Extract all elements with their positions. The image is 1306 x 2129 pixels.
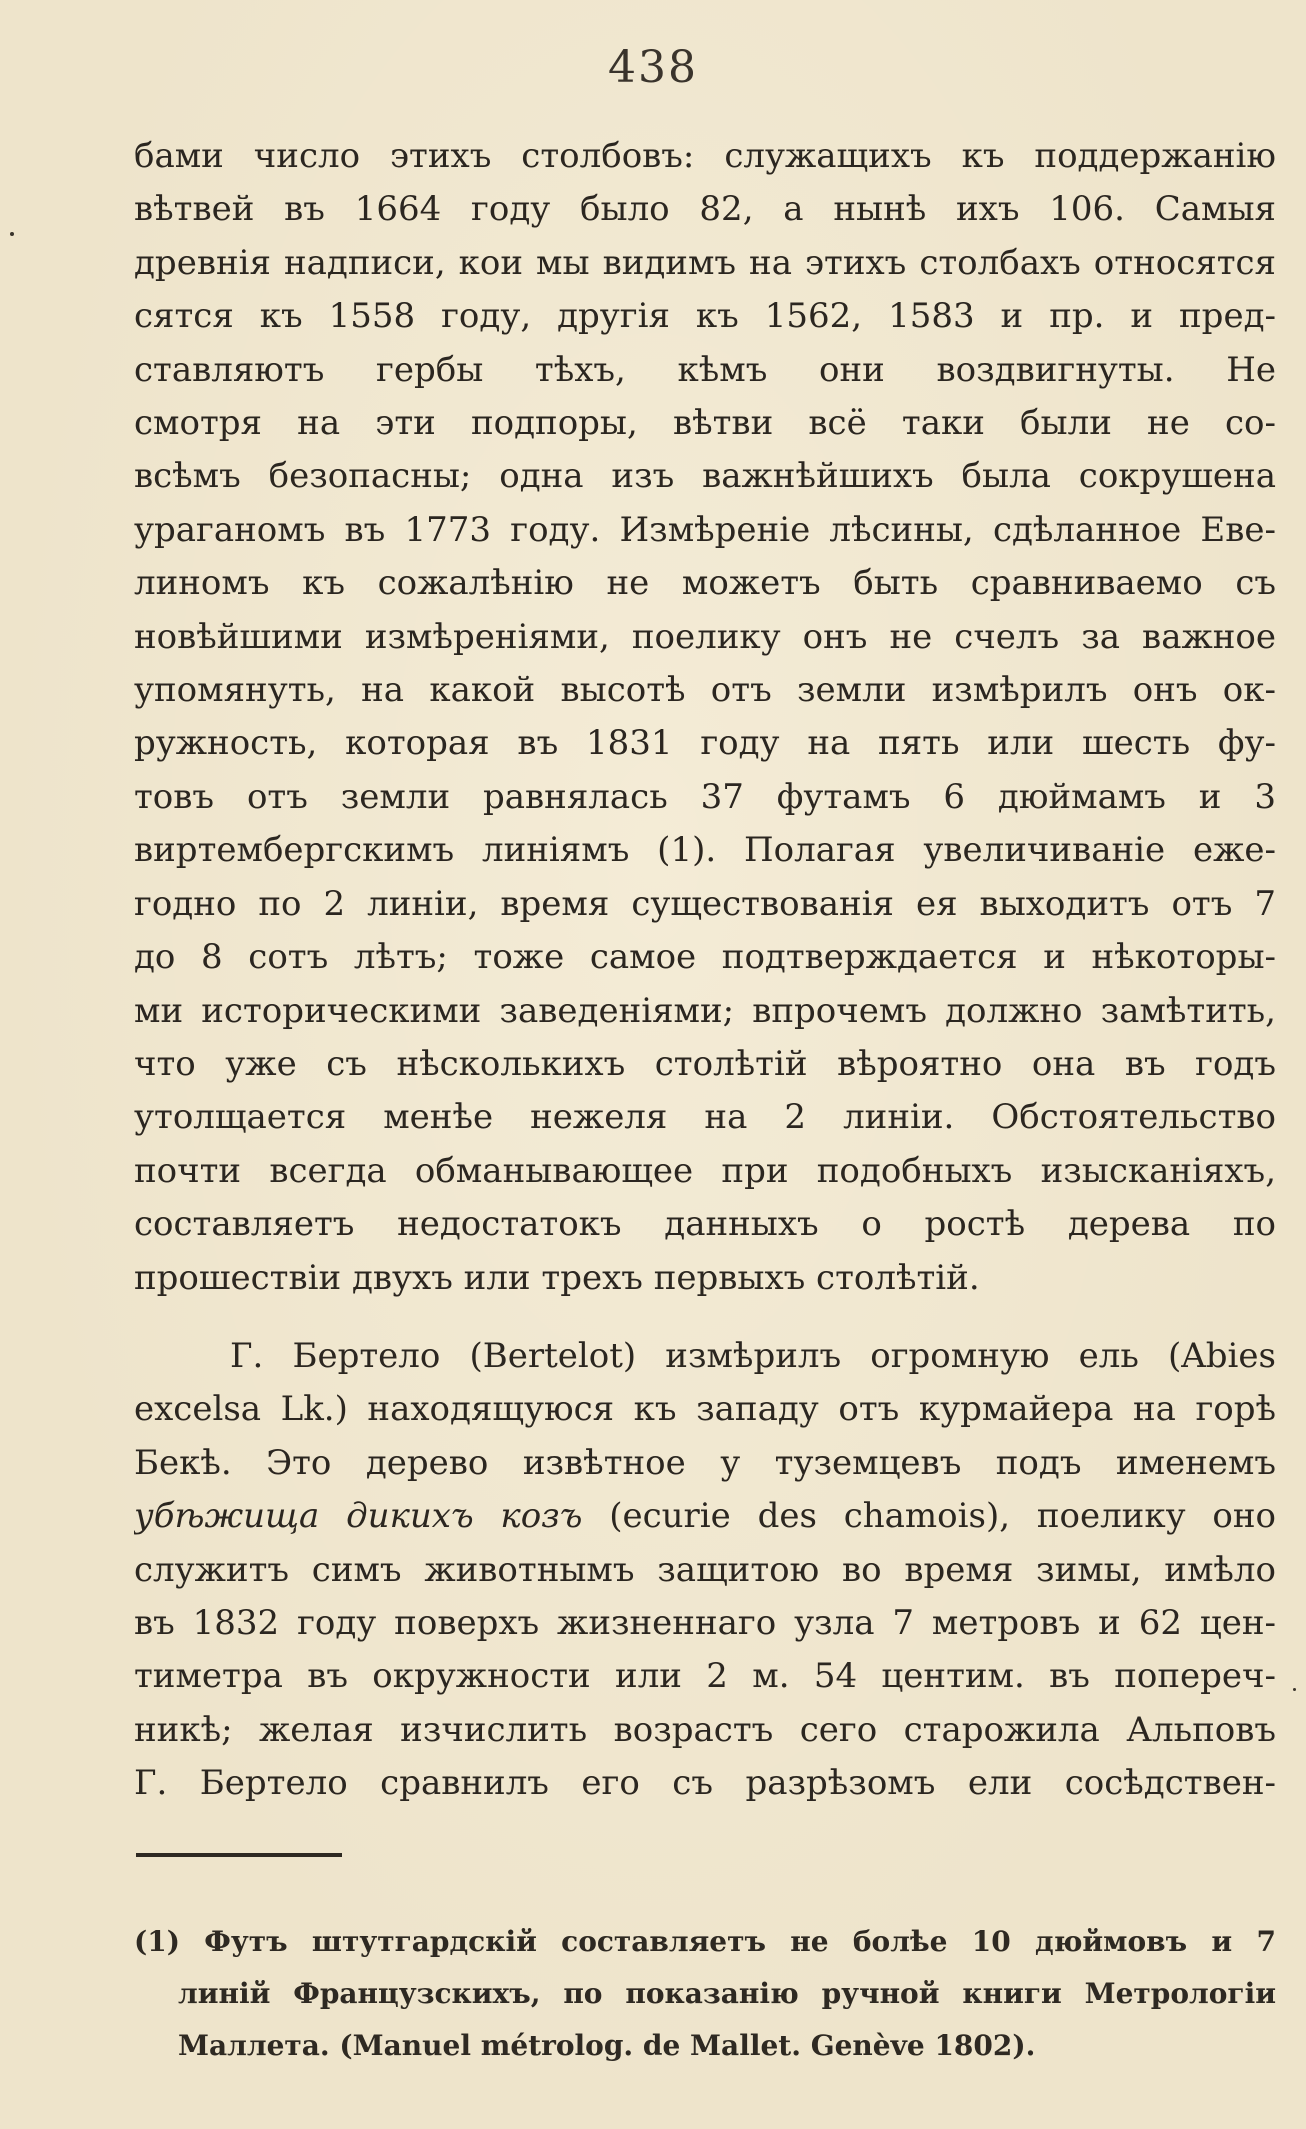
text-line: упомянуть, на какой высотѣ отъ земли измѣрилъ онъ ок- (134, 670, 1276, 711)
text-line: ставляютъ гербы тѣхъ, кѣмъ они воздвигнуты. Не (134, 349, 1276, 390)
text-line: никѣ; желая изчислить возрастъ сего старожила Альповъ (134, 1709, 1276, 1750)
text-line: линомъ къ сожалѣнію не можетъ быть сравниваемо съ (134, 563, 1276, 604)
text-line: смотря на эти подпоры, вѣтви всё таки были не со- (134, 403, 1276, 444)
text-line: Г. Бертело сравнилъ его съ разрѣзомъ ели сосѣдствен- (134, 1763, 1276, 1804)
footnote-line: Маллета. (Manuel métrolog. de Mallet. Genève 1802). (178, 2029, 1036, 2062)
text-line: утолщается менѣе нежеля на 2 линіи. Обстоятельство (134, 1097, 1276, 1138)
text-line: excelsa Lk.) находящуюся къ западу отъ курмайера на горѣ (134, 1389, 1276, 1430)
ink-speck (10, 232, 14, 236)
footnote-line: линій Французскихъ, по показанію ручной книги Метрологіи (178, 1977, 1276, 2010)
ink-speck (1293, 1688, 1296, 1691)
italic-phrase: убѣжища дикихъ козъ (134, 1496, 583, 1537)
text-line: служитъ симъ животнымъ защитою во время зимы, имѣло (134, 1549, 1276, 1590)
text-line: составляетъ недостатокъ данныхъ о ростѣ дерева по (134, 1204, 1276, 1245)
text-line: древнія надписи, кои мы видимъ на этихъ столбахъ относятся (134, 242, 1276, 283)
text-line-with-italic (134, 1490, 1276, 1543)
text-line: въ 1832 году поверхъ жизненнаго узла 7 метровъ и 62 цен- (134, 1603, 1276, 1644)
text-line: бами число этихъ столбовъ: служащихъ къ поддержанію (134, 136, 1276, 176)
text-line: до 8 сотъ лѣтъ; тоже самое подтверждается и нѣкоторы- (134, 937, 1276, 978)
text-line: ми историческими заведеніями; впрочемъ должно замѣтить, (134, 990, 1276, 1031)
text-line: годно по 2 линіи, время существованія ея выходитъ отъ 7 (134, 883, 1276, 924)
text-line: тиметра въ окружности или 2 м. 54 центим. въ попереч- (134, 1656, 1276, 1697)
text-fragment: (ecurie des chamois), поелику оно (582, 1496, 1276, 1537)
paragraph-bertelot (134, 1330, 1276, 1811)
text-line: что уже съ нѣсколькихъ столѣтій вѣроятно она въ годъ (134, 1043, 1276, 1084)
text-line: новѣйшими измѣреніями, поелику онъ не счелъ за важное (134, 616, 1276, 657)
footnote-divider (136, 1853, 342, 1857)
text-line: Бекѣ. Это дерево извѣтное у туземцевъ подъ именемъ (134, 1442, 1276, 1483)
text-line: сятся къ 1558 году, другія къ 1562, 1583 и пр. и пред- (134, 296, 1276, 337)
text-line: прошествіи двухъ или трехъ первыхъ столѣтій. (134, 1257, 980, 1298)
text-line: товъ отъ земли равнялась 37 футамъ 6 дюймамъ и 3 (134, 776, 1276, 817)
footnote-line: (1) Футъ штутгардскій составляетъ не болѣе 10 дюймовъ и 7 (134, 1925, 1276, 1958)
paragraph-continuation (134, 130, 1276, 1305)
footnote (134, 1916, 1276, 2072)
text-line: вѣтвей въ 1664 году было 82, а нынѣ ихъ 106. Самыя (134, 189, 1276, 230)
text-line: виртембергскимъ линіямъ (1). Полагая увеличиваніе еже- (134, 830, 1276, 871)
text-line: всѣмъ безопасны; одна изъ важнѣйшихъ была сокрушена (134, 456, 1276, 497)
text-line: Г. Бертело (Bertelot) измѣрилъ огромную ель (Abies (230, 1336, 1276, 1376)
text-line: ураганомъ въ 1773 году. Измѣреніе лѣсины, сдѣланное Еве- (134, 509, 1276, 550)
text-line: ружность, которая въ 1831 году на пять или шесть фу- (134, 723, 1276, 764)
text-line: почти всегда обманывающее при подобныхъ изысканіяхъ, (134, 1150, 1276, 1191)
page-number: 438 (608, 42, 698, 93)
